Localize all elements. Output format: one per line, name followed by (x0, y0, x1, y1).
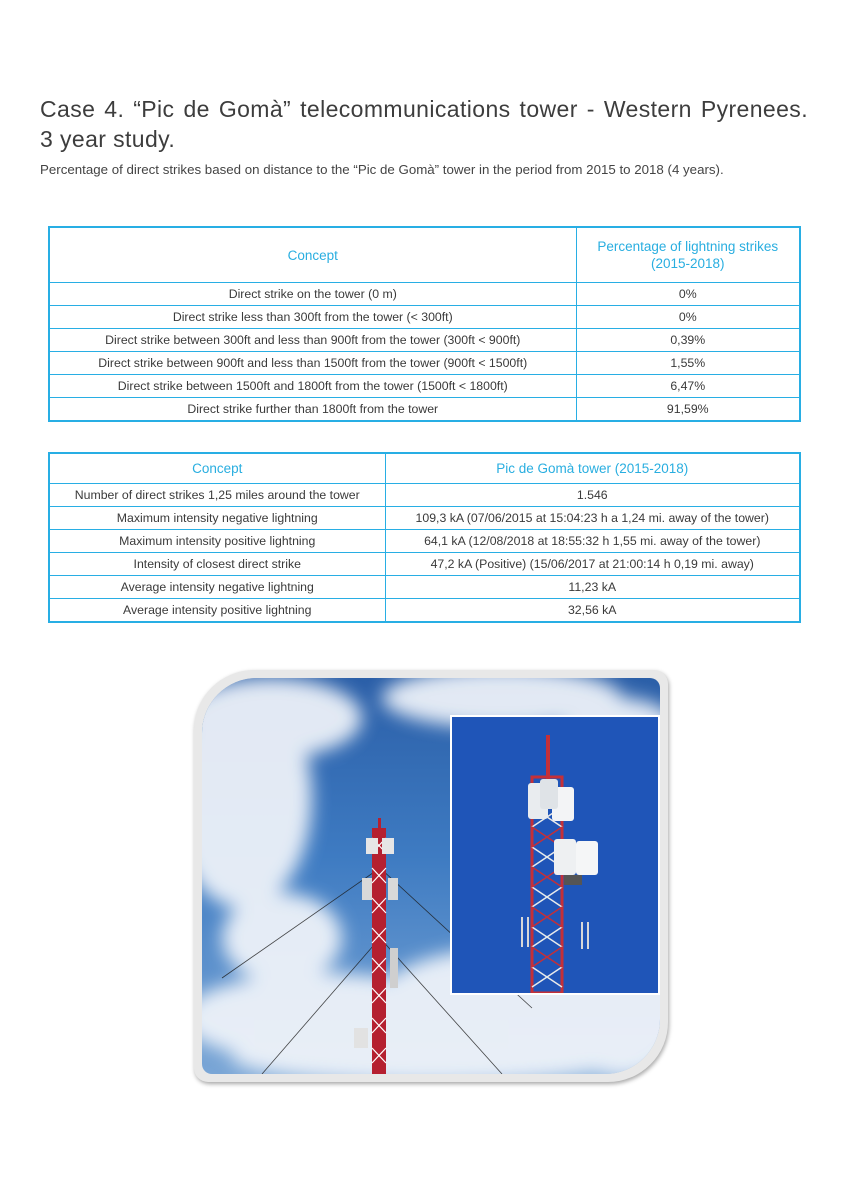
table-row (49, 576, 800, 599)
table-header-row (49, 453, 800, 484)
value-cell: 1,55% (576, 352, 800, 375)
value-cell: 47,2 kA (Positive) (15/06/2017 at 21:00:14 h 0,19 mi. away) (385, 553, 800, 576)
table-row (49, 306, 800, 329)
concept-cell: Maximum intensity positive lightning (49, 530, 385, 553)
tower-closeup-photo (450, 715, 660, 995)
concept-cell: Direct strike between 300ft and less than 900ft from the tower (300ft < 900ft) (49, 329, 576, 352)
concept-cell: Direct strike between 900ft and less than 1500ft from the tower (900ft < 1500ft) (49, 352, 576, 375)
table-header-row (49, 227, 800, 283)
value-cell: 32,56 kA (385, 599, 800, 623)
table-row (49, 329, 800, 352)
strike-distance-table (48, 226, 801, 422)
value-cell: 1.546 (385, 484, 800, 507)
table-row (49, 375, 800, 398)
table-row (49, 553, 800, 576)
value-cell: 11,23 kA (385, 576, 800, 599)
concept-cell: Average intensity positive lightning (49, 599, 385, 623)
tower-closeup-illustration (452, 717, 658, 993)
concept-cell: Intensity of closest direct strike (49, 553, 385, 576)
column-header: Percentage of lightning strikes (2015-2018) (576, 227, 800, 283)
value-cell: 6,47% (576, 375, 800, 398)
table-row (49, 599, 800, 623)
table-row (49, 484, 800, 507)
concept-cell: Direct strike on the tower (0 m) (49, 283, 576, 306)
column-header: Concept (49, 227, 576, 283)
table-row (49, 530, 800, 553)
table-row (49, 507, 800, 530)
value-cell: 0,39% (576, 329, 800, 352)
column-header: Pic de Gomà tower (2015-2018) (385, 453, 800, 484)
value-cell: 109,3 kA (07/06/2015 at 15:04:23 h a 1,24 mi. away of the tower) (385, 507, 800, 530)
concept-cell: Number of direct strikes 1,25 miles around the tower (49, 484, 385, 507)
page-subtitle: Percentage of direct strikes based on distance to the “Pic de Gomà” tower in the period from 2015 to 2018 (4 years). (40, 162, 724, 177)
table-row (49, 352, 800, 375)
concept-cell: Average intensity negative lightning (49, 576, 385, 599)
value-cell: 64,1 kA (12/08/2018 at 18:55:32 h 1,55 mi. away of the tower) (385, 530, 800, 553)
page-title: Case 4. “Pic de Gomà” telecommunications tower - Western Pyrenees. 3 year study. (40, 96, 808, 152)
value-cell: 91,59% (576, 398, 800, 422)
value-cell: 0% (576, 283, 800, 306)
table-row (49, 398, 800, 422)
concept-cell: Direct strike between 1500ft and 1800ft from the tower (1500ft < 1800ft) (49, 375, 576, 398)
tower-stats-table (48, 452, 801, 623)
column-header: Concept (49, 453, 385, 484)
concept-cell: Maximum intensity negative lightning (49, 507, 385, 530)
value-cell: 0% (576, 306, 800, 329)
table-row (49, 283, 800, 306)
concept-cell: Direct strike further than 1800ft from the tower (49, 398, 576, 422)
concept-cell: Direct strike less than 300ft from the tower (< 300ft) (49, 306, 576, 329)
